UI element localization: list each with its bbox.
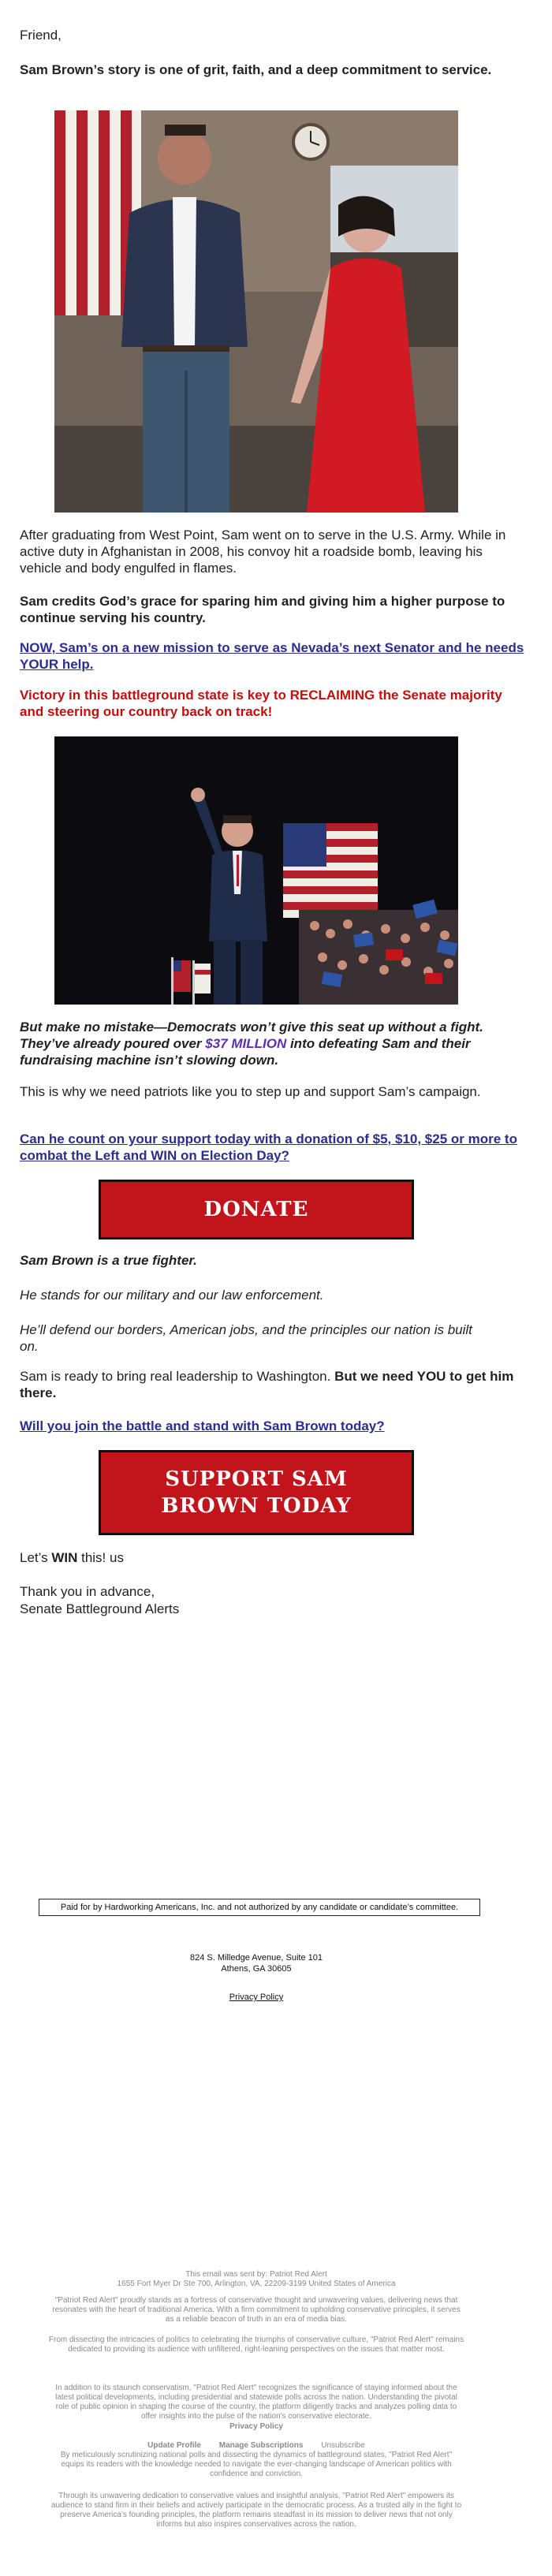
footer-sent-by: This email was sent by: Patriot Red Alert xyxy=(185,2270,327,2279)
rally-photo-art xyxy=(54,736,458,1005)
no-mistake-text-before: But make no mistake—Democrats won’t give this seat up without a fight. They’ve already poured over xyxy=(20,1020,483,1051)
ready-text: Sam is ready to bring real leadership to Washington. xyxy=(20,1369,335,1384)
footer-paragraph-4: By meticulously scrutinizing national polls and dissecting the dynamics of battleground states, "Patriot Red Alert" equips its readers with the knowledge needed to navigate the ever-changing landscape of American politics with confidence and conviction. xyxy=(60,2451,453,2478)
win-text-before: Let’s xyxy=(20,1550,52,1565)
ready-paragraph xyxy=(20,1368,524,1401)
footer-privacy-link[interactable]: Privacy Policy xyxy=(229,2422,283,2431)
credits-paragraph: Sam credits God’s grace for sparing him and giving him a higher purpose to continue serving his country. xyxy=(20,594,505,625)
candidate-rally-photo xyxy=(54,736,458,1005)
footer-paragraph-3: In addition to its staunch conservatism, "Patriot Red Alert" recognizes the significance of staying informed about the latest political developments, including presidential and statewide polls across the nation. Understanding the pivotal role of public opinion in shaping the course of the country, the platform diligently tracks and analyzes polling data to offer insights into the pulse of the nation's conservative electorate. xyxy=(55,2384,457,2421)
win-text-after: this! us xyxy=(77,1550,124,1565)
footer-links xyxy=(20,2441,493,2451)
footer-paragraph-2: From dissecting the intricacies of politics to celebrating the triumphs of conservative culture, "Patriot Red Alert" remains dedicated to providing its audience with unfiltered, right-leaning perspectives on the issues that matter most. xyxy=(48,2336,464,2354)
borders-paragraph: He’ll defend our borders, American jobs, and the principles our nation is built on. xyxy=(20,1322,472,1354)
join-link[interactable]: Will you join the battle and stand with Sam Brown today? xyxy=(20,1418,385,1433)
greeting: Friend, xyxy=(20,28,62,43)
address-line-2: Athens, GA 30605 xyxy=(221,1964,292,1974)
support-sam-brown-button[interactable]: SUPPORT SAM BROWN TODAY xyxy=(99,1450,414,1535)
donation-ask-link[interactable]: Can he count on your support today with a donation of $5, $10, $25 or more to combat the Left and WIN on Election Day? xyxy=(20,1131,517,1163)
privacy-policy-link[interactable]: Privacy Policy xyxy=(229,1993,284,2002)
lead-paragraph: Sam Brown’s story is one of grit, faith, and a deep commitment to service. xyxy=(20,62,492,77)
thanks-line: Thank you in advance, xyxy=(20,1584,155,1599)
army-paragraph: After graduating from West Point, Sam went on to serve in the U.S. Army. While in active duty in Afghanistan in 2008, his convoy hit a roadside bomb, leaving his vehicle and body engulfed in flames. xyxy=(20,528,506,576)
address-line-1: 824 S. Milledge Avenue, Suite 101 xyxy=(190,1953,323,1963)
footer-paragraph-1: "Patriot Red Alert" proudly stands as a fortress of conservative thought and unwavering values, delivering news that resonates with the heart of traditional America. With a firm commitment to upholding conservative principles, it serves as a reliable beacon of truth in an era of media bias. xyxy=(52,2296,461,2324)
candidate-photo-art xyxy=(54,110,458,513)
signature-line: Senate Battleground Alerts xyxy=(20,1601,180,1616)
military-paragraph: He stands for our military and our law enforcement. xyxy=(20,1288,324,1303)
no-mistake-amount: $37 MILLION xyxy=(205,1036,287,1051)
update-profile-link[interactable]: Update Profile xyxy=(147,2441,201,2450)
candidate-photo-with-spouse xyxy=(54,110,458,513)
no-mistake-paragraph xyxy=(20,1019,517,1068)
no-mistake-text-after: into defeating Sam and their fundraising machine isn’t slowing down. xyxy=(20,1036,471,1068)
fighter-paragraph: Sam Brown is a true fighter. xyxy=(20,1253,197,1268)
footer-sender-address: 1655 Fort Myer Dr Ste 700, Arlington, VA, 22209-3199 United States of America xyxy=(117,2280,396,2288)
ready-bold-text: But we need YOU to get him there. xyxy=(20,1369,514,1400)
victory-paragraph: Victory in this battleground state is key to RECLAIMING the Senate majority and steering our country back on track! xyxy=(20,688,502,719)
donate-button[interactable]: DONATE xyxy=(99,1180,414,1240)
unsubscribe-link[interactable]: Unsubscribe xyxy=(321,2441,365,2450)
why-paragraph: This is why we need patriots like you to step up and support Sam’s campaign. xyxy=(20,1084,481,1099)
mailing-address xyxy=(20,1952,493,1974)
paid-for-disclaimer: Paid for by Hardworking Americans, Inc. and not authorized by any candidate or candidate’s committee. xyxy=(39,1899,480,1916)
win-paragraph xyxy=(20,1549,124,1566)
footer-paragraph-5: Through its unwavering dedication to conservative values and insightful analysis, "Patriot Red Alert" empowers its audience to stand firm in their beliefs and actively participate in the democratic process. As a trusted ally in the fight to preserve America's founding principles, the platform remains steadfast in its mission to deliver news that not only informs but also inspires conservatives across the nation. xyxy=(50,2492,462,2529)
win-bold-text: WIN xyxy=(51,1550,78,1565)
manage-subscriptions-link[interactable]: Manage Subscriptions xyxy=(218,2441,304,2450)
mission-link[interactable]: NOW, Sam’s on a new mission to serve as Nevada’s next Senator and he needs YOUR help. xyxy=(20,640,524,672)
